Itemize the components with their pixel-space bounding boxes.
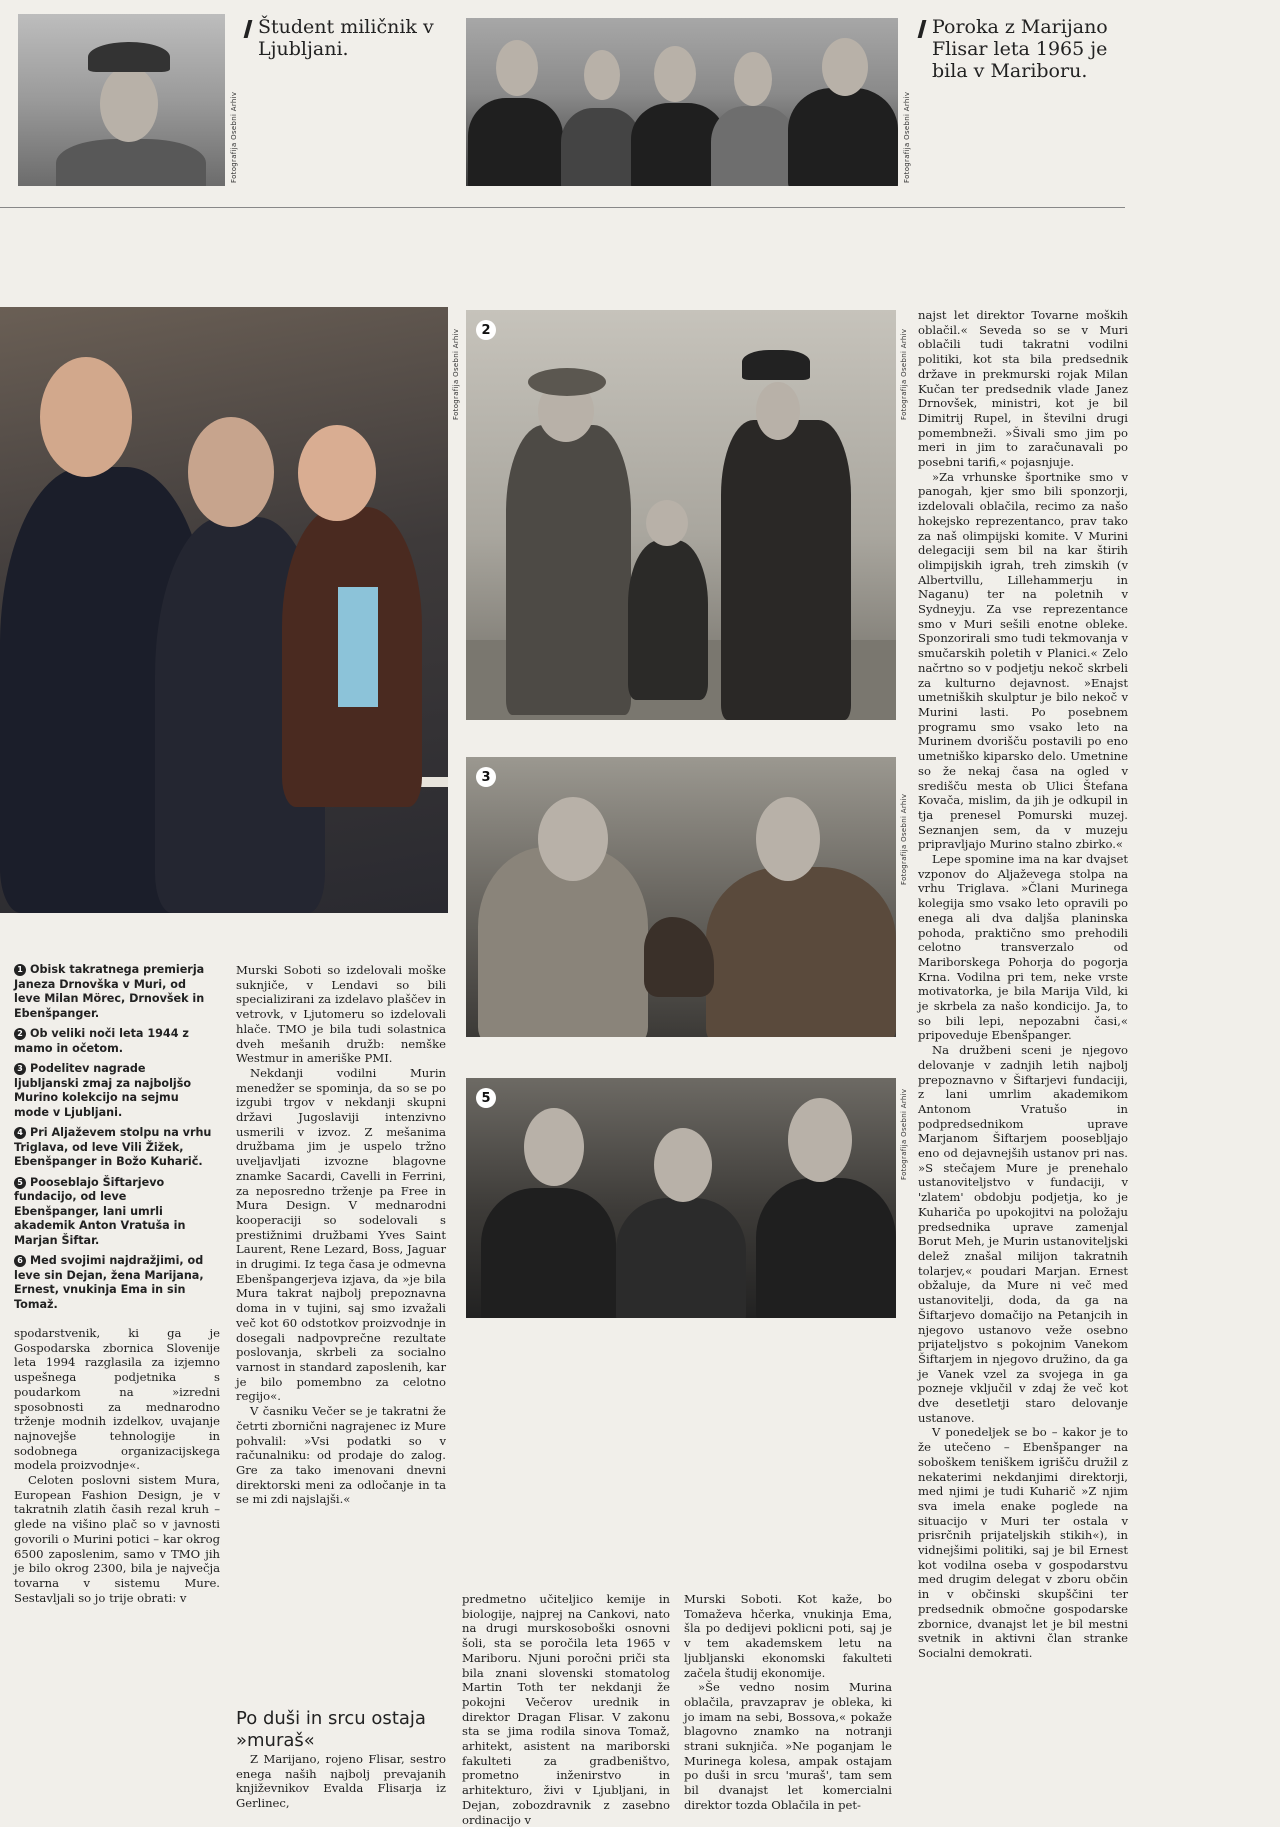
photo-credit-3: Fotografija Osebni Arhiv [900,793,908,885]
paragraph: Celoten poslovni sistem Mura, European Fashion Design, je v takratnih zlatih časih rezal kruh – glede na višino plač so v javnosti govorili o Murini potici – kar okrog 6500 zaposlenim, samo v TMO jih je bilo okrog 2300, bila je največja tovarna v sistemu Mure. Sestavljali so jo trije obrati: v [14,1473,220,1605]
caption-number: 5 [14,1177,26,1189]
caption-item [14,1062,212,1120]
paragraph: spodarstvenik, ki ga je Gospodarska zbornica Slovenije leta 1994 razglasila za izjemno uspešnega podjetnika s poudarkom na »izredni sposobnosti za mednarodno trženje modnih izdelkov, uvajanje najnovejše tehnologije in sodobnega organizacijskega modela proizvodnje«. [14,1326,220,1473]
paragraph: Murski Soboti so izdelovali moške suknjiče, v Lendavi so bili specializirani za izdelavo plaščev in vetrovk, v Ljutomeru so izdelovali hlače. TMO je bila tudi solastnica dveh mešanih družb: nemške Westmur in ameriške PMI. [236,963,446,1066]
article-column-5 [918,308,1128,1661]
paragraph: Na družbeni sceni je njegovo delovanje v zadnjih letih najbolj prepoznavno v Šiftarjevi fundaciji, z lani umrlim akademikom Antonom Vratušo in podpredsednikom uprave Marjanom Šiftarjem poosebljajo eno od dejavnejših ustanov pri nas. »S stečajem Mure je prenehalo ustanoviteljstvo v fundaciji, v 'zlatem' obdobju podjetja, ko je Kuhariča po upokojitvi na položaju predsednika uprave zamenjal Borut Meh, je Murin ustanoviteljski delež znašal milijon takratnih tolarjev,« poudari Marjan. Ernest obžaluje, da Mure ni več med ustanovitelji, doda, da ga na Šiftarjevo domačijo na Petanjcih in njegovo ustanovo veže osebno prijateljstvo s pokojnim Vanekom Šiftarjem in njegovo družino, da ga je Vanek vzel za svojega in ga pozneje vključil v zdaj že več kot dve desetletji staro delovanje ustanove. [918,1043,1128,1425]
caption-item [14,1027,212,1056]
photo-number-3: 3 [476,767,496,787]
photo-credit-5: Fotografija Osebni Arhiv [900,1088,908,1180]
paragraph: Z Marijano, rojeno Flisar, sestro enega naših najbolj prevajanih književnikov Evalda Flisarja iz Gerlinec, [236,1752,446,1811]
caption-text: Ob veliki noči leta 1944 z mamo in očetom. [14,1027,189,1055]
caption-student: Študent miličnik v Ljubljani. [258,16,434,60]
paragraph: Murski Soboti. Kot kaže, bo Tomaževa hčerka, vnukinja Ema, šla po dedijevi poklicni poti, saj je v tem akademskem letu na ljubljanski ekonomski fakulteti začela študij ekonomije. [684,1592,892,1680]
caption-wedding: Poroka z Marijano Flisar leta 1965 je bila v Mariboru. [932,16,1108,82]
article-column-1 [14,1326,220,1605]
caption-slash-right [918,20,927,38]
photo-credit-2: Fotografija Osebni Arhiv [900,328,908,420]
caption-number: 4 [14,1127,26,1139]
section-divider [0,207,1125,208]
photo-wedding [466,18,898,186]
article-subheading: Po duši in srcu ostaja »muraš« [236,1708,426,1751]
caption-number: 3 [14,1063,26,1075]
photo-credit-top-right: Fotografija Osebni Arhiv [903,91,911,183]
caption-number: 6 [14,1255,26,1267]
photo-credit-top-left: Fotografija Osebni Arhiv [230,91,238,183]
caption-slash [244,20,253,38]
caption-text: Pooseblajo Šiftarjevo fundacijo, od leve Ebenšpanger, lani umrli akademik Anton Vratuša in Marjan Šiftar. [14,1175,186,1247]
paragraph: Lepe spomine ima na kar dvajset vzponov do Aljaževega stolpa na vrhu Triglava. »Člani Murinega kolegija smo vsako leto opravili po enega ali dva daljša planinska pohoda, praktično smo prehodili celotno transverzalo od Mariborskega Pohorja do pogorja Krna. Vodilna pri tem, neke vrste motivatorka, je bila Marija Vild, ki je skrbela za našo kondicijo. Ja, to so bili lepi, nepozabni časi,« pripoveduje Ebenšpanger. [918,852,1128,1043]
caption-text: Pri Aljaževem stolpu na vrhu Triglava, od leve Vili Žižek, Ebenšpanger in Božo Kuharič. [14,1126,212,1168]
photo-number-2: 2 [476,320,496,340]
caption-text: Podelitev nagrade ljubljanski zmaj za najboljšo Murino kolekcijo na sejmu mode v Ljubljani. [14,1062,192,1119]
photo-captions [14,963,212,1318]
paragraph: »Še vedno nosim Murina oblačila, pravzaprav je obleka, ki jo imam na sebi, Bossova,« pokaže blagovno znamko na notranji strani suknjiča. »Ne poganjam le Murinega kolesa, ampak ostajam po duši in srcu 'muraš', tam sem bil dvanajst let komercialni direktor tozda Oblačila in pet- [684,1680,892,1812]
caption-item [14,1126,212,1170]
caption-number: 2 [14,1028,26,1040]
caption-number: 1 [14,964,26,976]
paragraph: Nekdanji vodilni Murin menedžer se spominja, da so se po izgubi trgov v nekdanji skupni državi Jugoslaviji intenzivno usmerili v izvoz. Z mešanima družbama jim je uspelo tržno uveljavljati izvozne blagovne znamke Sacardi, Cavelli in Ferrini, za neposredno trženje pa Free in Mura Design. V mednarodni kooperaciji so sodelovali s prestižnimi družbami Yves Saint Laurent, Rene Lezard, Boss, Jaguar in drugimi. Iz tega časa je odmevna Ebenšpangerjeva izjava, da »je bila Mura takrat najbolj prepoznavna doma in v tujini, saj smo izvažali več kot 60 odstotkov proizvodnje in dosegali nadpovprečne rezultate poslovanja, skrbeli za socialno varnost in standard zaposlenih, kar je bilo pomembno za celotno regijo«. [236,1065,446,1404]
photo-number-5: 5 [476,1088,496,1108]
paragraph: V časniku Večer se je takratni že četrti zbornični nagrajenec iz Mure pohvalil: »Vsi podatki so v računalniku: od prodaje do zalog. Gre za tako imenovani dnevni direktorski meni za odločanje in ta se mi zdi najslajši.« [236,1404,446,1507]
paragraph: predmetno učiteljico kemije in biologije, najprej na Cankovi, nato na drugi murskosoboški osnovni šoli, sta se poročila leta 1965 v Mariboru. Njuni poročni priči sta bila znani slovenski stomatolog Martin Toth ter nekdanji že pokojni Večerov urednik in direktor Dragan Flisar. V zakonu sta se jima rodila sinova Tomaž, arhitekt, asistent na mariborski fakulteti za gradbeništvo, prometno inženirstvo in arhitekturo, živi v Ljubljani, in Dejan, zobozdravnik z zasebno ordinacijo v [462,1592,670,1827]
article-column-2b [236,1752,446,1811]
caption-item [14,963,212,1021]
article-column-3 [462,1592,670,1827]
photo-student-militiaman [18,14,225,186]
article-column-2 [236,963,446,1507]
caption-item [14,1254,212,1312]
caption-text: Med svojimi najdražjimi, od leve sin Dejan, žena Marijana, Ernest, vnukinja Ema in sin Tomaž. [14,1254,204,1311]
paragraph: V ponedeljek se bo – kakor je to že utečeno – Ebenšpanger na soboškem teniškem igrišču družil z nekaterimi nekdanjimi direktorji, med njimi je tudi Kuharič »Z njim sva imela enake poglede na situacijo v Muri ter ostala v prisrčnih prijateljskih stikih«), in vidnejšimi politiki, saj je bil Ernest kot vodilna oseba v gospodarstvu med drugim delegat v zboru občin in v občinski skupščini ter predsednik območne gospodarske zbornice, dvanajst let je bil mestni svetnik in aktivni član stranke Socialni demokrati. [918,1425,1128,1660]
photo-siftar-foundation [466,1078,896,1318]
paragraph: »Za vrhunske športnike smo v panogah, kjer smo bili sponzorji, izdelovali oblačila, recimo za našo hokejsko reprezentanco, prav tako za naš olimpijski komite. V Murini delegaciji sem bil na kar štirih olimpijskih igrah, treh zimskih (v Albertvillu, Lillehammerju in Naganu) ter na poletnih v Sydneyju. Za vse reprezentance smo v Muri sešili enotne obleke. Sponzorirali smo tudi tekmovanja v smučarskih poletih v Planici.« Zelo načrtno so v podjetju nekoč skrbeli za kulturno dejavnost. »Enajst umetniških skulptur je bilo nekoč v Murini lasti. Po posebnem programu smo vsako leto na Murinem dvorišču postavili po eno umetniško kiparsko delo. Umetnine so že nekaj časa na ogled v središču mesta ob Ulici Štefana Kovača, mislim, da jih je odkupil in tja prenesel Pomurski muzej. Seznanjen sem, da v muzeju pripravljajo Murino stalno zbirko.« [918,469,1128,852]
caption-text: Obisk takratnega premierja Janeza Drnovška v Muri, od leve Milan Mörec, Drnovšek in Ebenšpanger. [14,963,205,1020]
photo-drnovsek-visit [0,307,448,913]
paragraph: najst let direktor Tovarne moških oblačil.« Seveda so se v Muri oblačili tudi takratni vodilni politiki, kot sta bila predsednik države in prekmurski rojak Milan Kučan ter predsednik vlade Janez Drnovšek, ministri, kot je bil Dimitrij Rupel, in številni drugi pomembneži. »Šivali smo jim po meri in jim to zaračunavali po posebni tarifi,« pojasnjuje. [918,308,1128,470]
photo-easter-1944 [466,310,896,720]
photo-award-ceremony [466,757,896,1037]
article-column-4 [684,1592,892,1813]
caption-item [14,1176,212,1249]
photo-credit-1: Fotografija Osebni Arhiv [452,328,460,420]
